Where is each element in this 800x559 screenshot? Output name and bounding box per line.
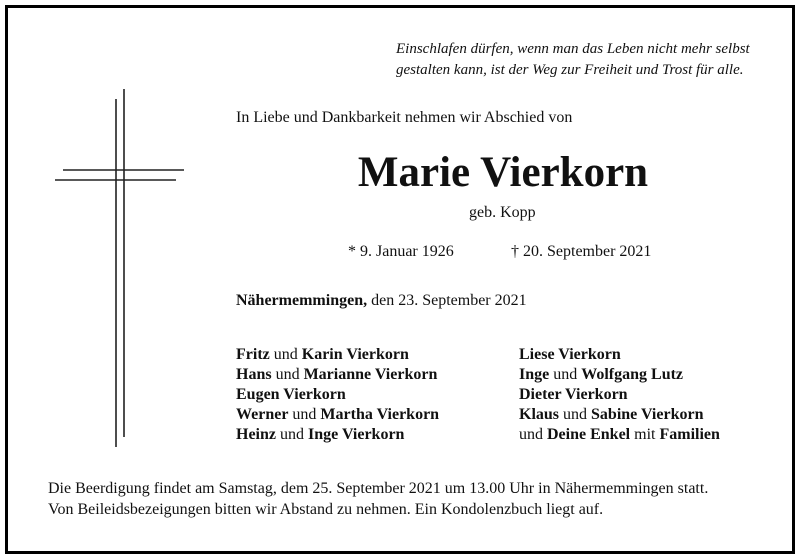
mourner-name: Inge Vierkorn	[308, 426, 405, 443]
connector-text: mit	[630, 426, 660, 443]
mourner-line	[236, 345, 439, 365]
motto-line-1: Einschlafen dürfen, wenn man das Leben nicht mehr selbst	[396, 41, 750, 57]
mourner-line	[236, 405, 439, 425]
mourner-name: Fritz	[236, 346, 270, 363]
mourner-line	[519, 345, 720, 365]
mourner-name: Dieter Vierkorn	[519, 386, 628, 403]
mourner-name: Eugen Vierkorn	[236, 386, 346, 403]
mourner-line	[236, 425, 439, 445]
funeral-notice-line-1: Die Beerdigung findet am Samstag, dem 25. September 2021 um 13.00 Uhr in Nähermemmingen statt.	[48, 480, 709, 497]
mourner-line	[519, 425, 720, 445]
maiden-name: geb. Kopp	[469, 204, 536, 221]
mourner-name: Familien	[659, 426, 720, 443]
connector-text: und	[519, 426, 547, 443]
connector-text: und	[269, 346, 302, 363]
mourner-name: Wolfgang Lutz	[581, 366, 684, 383]
connector-text: und	[559, 406, 592, 423]
mourner-name: Hans	[236, 366, 272, 383]
motto-line-2: gestalten kann, ist der Weg zur Freiheit und Trost für alle.	[396, 62, 744, 78]
mourner-name: Marianne Vierkorn	[303, 366, 438, 383]
mourner-name: Sabine Vierkorn	[591, 406, 704, 423]
mourner-line	[236, 365, 439, 385]
funeral-notice	[48, 478, 708, 520]
mourners-left-column	[236, 345, 439, 445]
mourner-line	[236, 385, 439, 405]
funeral-notice-line-2: Von Beileidsbezeigungen bitten wir Abstand zu nehmen. Ein Kondolenzbuch liegt auf.	[48, 501, 604, 518]
connector-text: und	[549, 366, 582, 383]
motto	[396, 39, 750, 81]
mourner-name: Werner	[236, 406, 289, 423]
mourner-name: Martha Vierkorn	[320, 406, 440, 423]
mourner-name: Liese Vierkorn	[519, 346, 621, 363]
place-date	[236, 292, 527, 310]
connector-text: und	[271, 366, 304, 383]
mourner-line	[519, 405, 720, 425]
mourners-right-column	[519, 345, 720, 445]
place-name: Nähermemmingen,	[236, 292, 368, 309]
mourner-name: Deine Enkel	[547, 426, 631, 443]
birth-date: * 9. Januar 1926	[348, 243, 454, 260]
mourner-name: Klaus	[519, 406, 560, 423]
intro-text: In Liebe und Dankbarkeit nehmen wir Abschied von	[236, 109, 573, 126]
connector-text: und	[288, 406, 321, 423]
mourner-name: Heinz	[236, 426, 276, 443]
mourner-name: Inge	[519, 366, 550, 383]
connector-text: und	[276, 426, 308, 443]
notice-date: den 23. September 2021	[367, 292, 527, 309]
mourner-line	[519, 385, 720, 405]
mourner-name: Karin Vierkorn	[301, 346, 409, 363]
deceased-name: Marie Vierkorn	[357, 149, 649, 196]
death-date: † 20. September 2021	[511, 243, 652, 260]
mourner-line	[519, 365, 720, 385]
